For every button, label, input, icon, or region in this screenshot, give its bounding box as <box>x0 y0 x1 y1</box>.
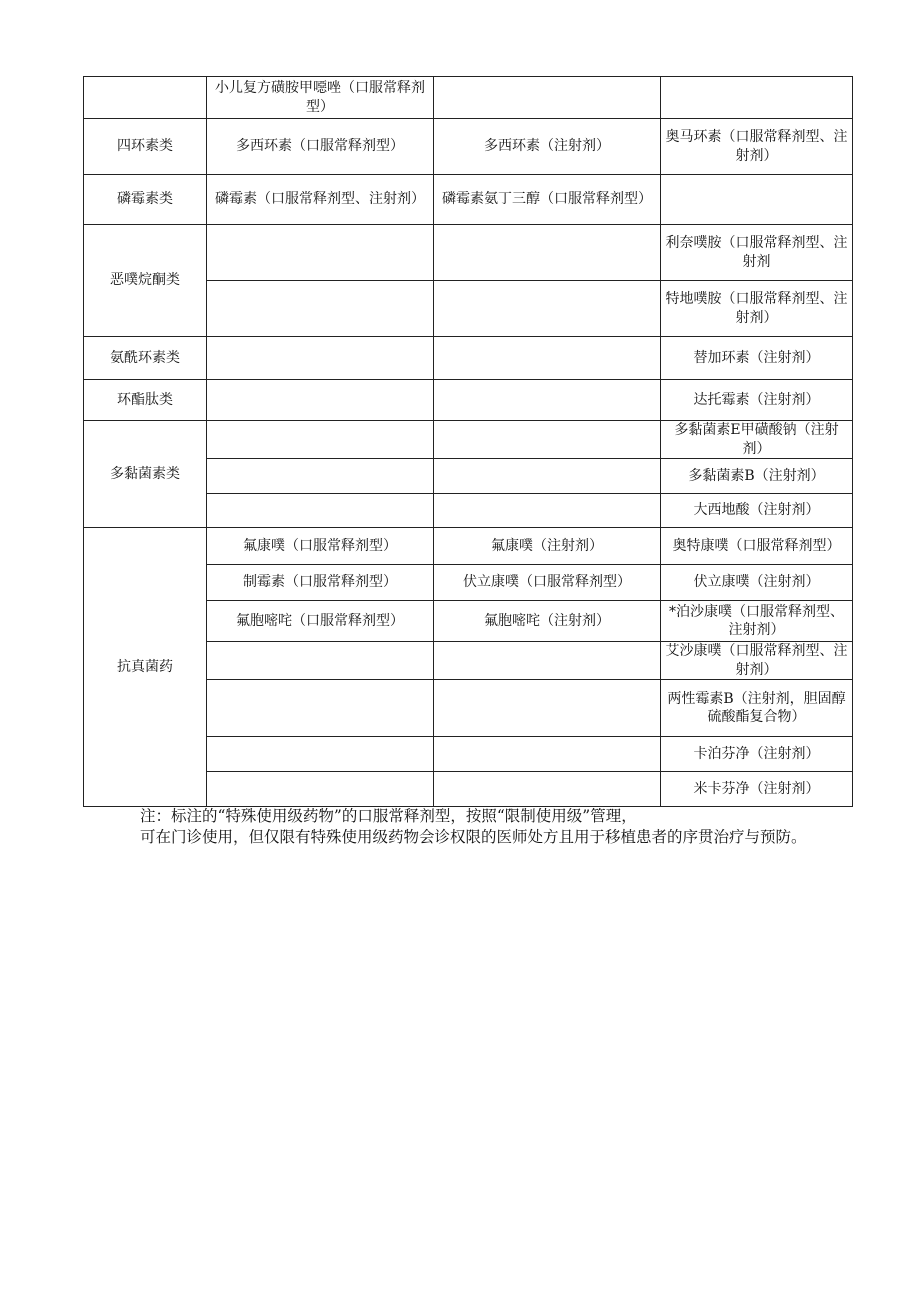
drug-cell: 达托霉素（注射剂） <box>661 380 853 421</box>
table-row <box>84 380 853 421</box>
drug-cell: 伏立康噗（注射剂） <box>661 565 853 601</box>
category-cell: 多黏菌素类 <box>84 421 207 528</box>
drug-cell <box>207 737 434 772</box>
drug-cell: 两性霉素B（注射剂，胆固醇硫酸酯复合物） <box>661 680 853 737</box>
drug-cell: 奥马环素（口服常释剂型、注射剂） <box>661 119 853 175</box>
category-cell: 氨酰环素类 <box>84 337 207 380</box>
drug-cell: 多黏菌素E甲磺酸钠（注射剂） <box>661 421 853 459</box>
footnote <box>140 806 852 848</box>
drug-classification-table <box>83 76 853 807</box>
drug-cell <box>434 737 661 772</box>
drug-cell: 氟康噗（注射剂） <box>434 528 661 565</box>
drug-cell <box>434 225 661 281</box>
drug-cell: 替加环素（注射剂） <box>661 337 853 380</box>
drug-cell: 氟胞嘧咤（注射剂） <box>434 601 661 642</box>
category-cell: 四环素类 <box>84 119 207 175</box>
drug-cell <box>207 337 434 380</box>
category-cell <box>84 77 207 119</box>
table-row <box>84 421 853 459</box>
drug-cell <box>434 494 661 528</box>
drug-cell <box>207 225 434 281</box>
drug-cell: 伏立康噗（口服常释剂型） <box>434 565 661 601</box>
drug-cell: 制霉素（口服常释剂型） <box>207 565 434 601</box>
drug-cell: 多西环素（口服常释剂型） <box>207 119 434 175</box>
drug-cell: 多黏菌素B（注射剂） <box>661 459 853 494</box>
drug-cell: 磷霉素（口服常释剂型、注射剂） <box>207 175 434 225</box>
drug-cell <box>434 459 661 494</box>
drug-cell <box>207 772 434 807</box>
drug-cell <box>434 77 661 119</box>
drug-cell: 氟胞嘧咤（口服常释剂型） <box>207 601 434 642</box>
drug-cell <box>434 772 661 807</box>
drug-cell: 奥特康噗（口服常释剂型） <box>661 528 853 565</box>
drug-cell: 卡泊芬净（注射剂） <box>661 737 853 772</box>
drug-cell: 磷霉素氨丁三醇（口服常释剂型） <box>434 175 661 225</box>
footnote-line: 可在门诊使用，但仅限有特殊使用级药物会诊权限的医师处方且用于移植患者的序贯治疗与预防。 <box>140 827 807 846</box>
drug-cell <box>207 494 434 528</box>
category-cell: 磷霉素类 <box>84 175 207 225</box>
table-row <box>84 77 853 119</box>
footnote-line: 注：标注的“特殊使用级药物”的口服常释剂型，按照“限制使用级”管理， <box>140 807 637 825</box>
drug-cell <box>434 642 661 680</box>
drug-cell: 小儿复方磺胺甲噁唑（口服常释剂型） <box>207 77 434 119</box>
drug-cell <box>434 337 661 380</box>
table-row <box>84 175 853 225</box>
drug-cell <box>434 421 661 459</box>
table-row <box>84 119 853 175</box>
drug-cell <box>434 680 661 737</box>
drug-cell <box>207 421 434 459</box>
drug-cell: 多西环素（注射剂） <box>434 119 661 175</box>
drug-cell: 利奈噗胺（口服常释剂型、注射剂 <box>661 225 853 281</box>
category-cell: 环酯肽类 <box>84 380 207 421</box>
drug-cell <box>207 680 434 737</box>
category-cell: 恶噗烷酮类 <box>84 225 207 337</box>
drug-cell: 艾沙康噗（口服常释剂型、注射剂） <box>661 642 853 680</box>
table-row <box>84 337 853 380</box>
drug-cell <box>207 459 434 494</box>
drug-cell <box>661 175 853 225</box>
drug-cell: 特地噗胺（口服常释剂型、注射剂） <box>661 281 853 337</box>
table-row <box>84 225 853 281</box>
drug-cell <box>207 380 434 421</box>
drug-cell: 大西地酸（注射剂） <box>661 494 853 528</box>
drug-cell <box>207 642 434 680</box>
drug-cell: 氟康噗（口服常释剂型） <box>207 528 434 565</box>
drug-cell <box>434 380 661 421</box>
drug-cell <box>434 281 661 337</box>
drug-cell: *泊沙康噗（口服常释剂型、注射剂） <box>661 601 853 642</box>
table-row <box>84 528 853 565</box>
category-cell: 抗真菌药 <box>84 528 207 807</box>
drug-cell: 米卡芬净（注射剂） <box>661 772 853 807</box>
drug-cell <box>207 281 434 337</box>
drug-cell <box>661 77 853 119</box>
